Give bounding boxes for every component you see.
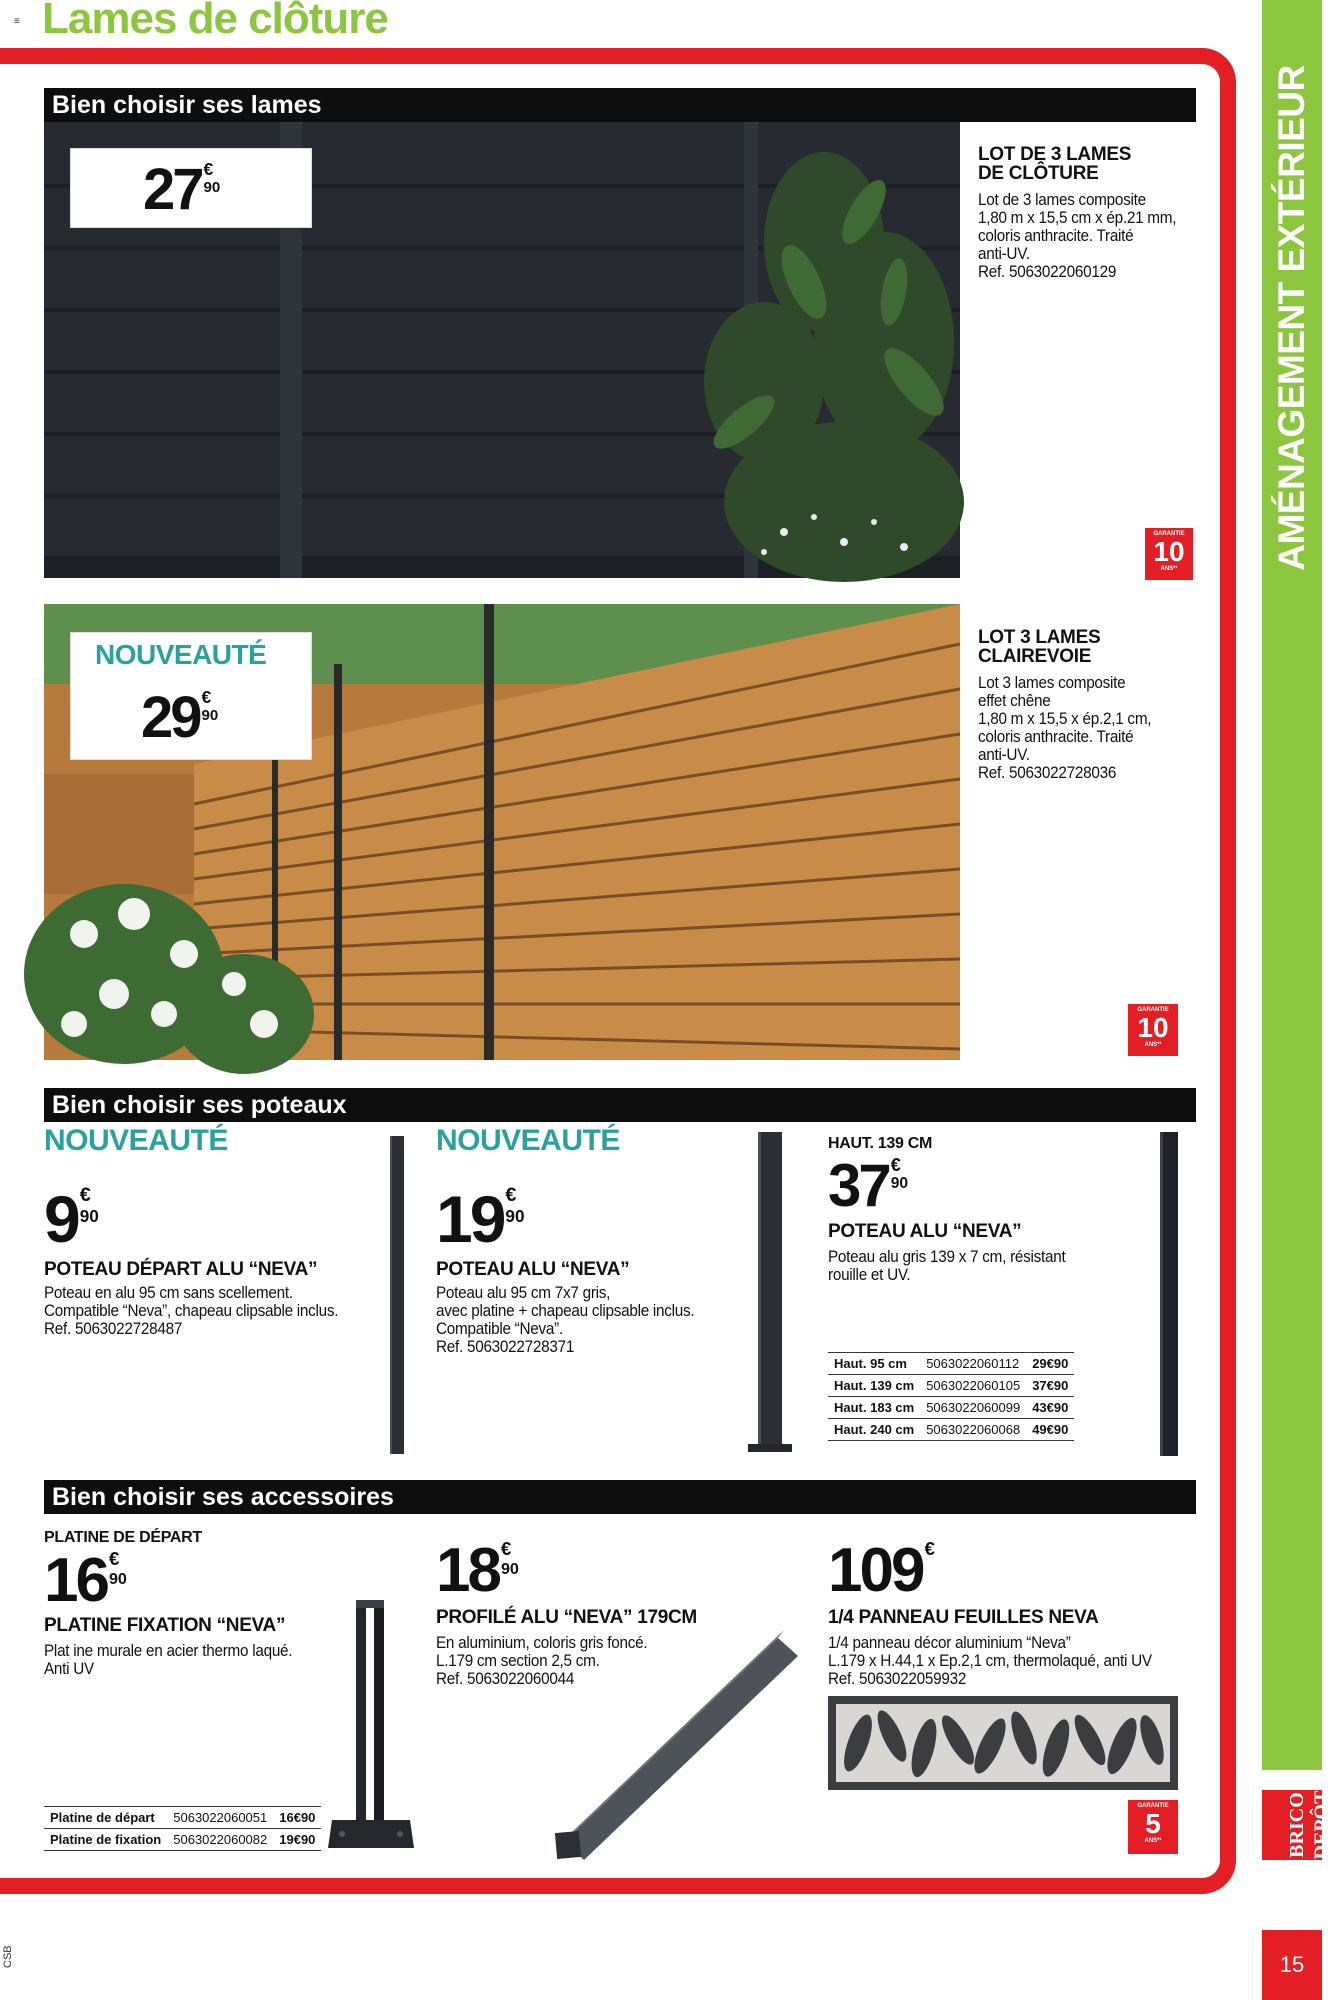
poteau3-title: POTEAU ALU “NEVA” <box>828 1221 1022 1242</box>
poteau1-image <box>390 1136 404 1454</box>
table-row: Haut. 183 cm 5063022060099 43€90 <box>828 1397 1074 1419</box>
table-row: Platine de fixation 5063022060082 19€90 <box>44 1829 321 1851</box>
brico-depot-logo <box>1262 1790 1332 1860</box>
acc1-variants-table <box>44 1806 321 1851</box>
section-header-accessoires: Bien choisir ses accessoires <box>44 1480 1196 1514</box>
price-p1: 9 € 90 <box>44 1182 99 1256</box>
table-row: Haut. 139 cm 5063022060105 37€90 <box>828 1375 1074 1397</box>
acc1-label: PLATINE DE DÉPART <box>44 1529 202 1546</box>
acc1-title: PLATINE FIXATION “NEVA” <box>44 1615 286 1636</box>
page-title: Lames de clôture <box>42 0 388 43</box>
acc2-desc: En aluminium, coloris gris foncé. L.179 cm section 2,5 cm. Ref. 5063022060044 <box>436 1633 648 1688</box>
product2-title-1: LOT 3 LAMES <box>978 627 1101 648</box>
poteau2-desc: Poteau alu 95 cm 7x7 gris, avec platine + chapeau clipsable inclus. Compatible “Neva”. Ref. 5063022728371 <box>436 1283 695 1356</box>
page-number: 15 <box>1262 1930 1322 2000</box>
logo-line2: DEPÔT <box>1310 1790 1332 1860</box>
guarantee-badge-1: GARANTIE 10 ANS*¹ <box>1145 528 1193 580</box>
acc1-desc: Plat ine murale en acier thermo laqué. Anti UV <box>44 1641 293 1678</box>
acc2-title: PROFILÉ ALU “NEVA” 179CM <box>436 1607 697 1628</box>
price-p3: 37 € 90 <box>828 1152 909 1219</box>
platine-image <box>326 1596 416 1858</box>
product1-title-2: DE CLÔTURE <box>978 163 1099 184</box>
price-acc3: 109 € <box>828 1536 935 1605</box>
poteau1-desc: Poteau en alu 95 cm sans scellement. Compatible “Neva”, chapeau clipsable inclus. Ref. 5063022728487 <box>44 1283 339 1338</box>
menu-mark: ≡ <box>14 16 20 27</box>
poteau3-height-label: HAUT. 139 CM <box>828 1135 932 1152</box>
leaf-panel-image <box>828 1696 1178 1790</box>
poteau3-desc: Poteau alu gris 139 x 7 cm, résistant rouille et UV. <box>828 1247 1066 1284</box>
profile-image <box>548 1610 810 1872</box>
product2-info <box>978 628 1218 782</box>
badge-nouveaute-2: NOUVEAUTÉ <box>95 639 267 670</box>
price-2: 29 € 90 <box>141 685 219 750</box>
table-row: Haut. 95 cm 5063022060112 29€90 <box>828 1353 1074 1375</box>
poteau3-image <box>1160 1132 1178 1456</box>
table-row: Haut. 240 cm 5063022060068 49€90 <box>828 1419 1074 1441</box>
product2-title-2: CLAIREVOIE <box>978 646 1092 667</box>
section-header-poteaux: Bien choisir ses poteaux <box>44 1088 1196 1122</box>
logo-line1: BRICO <box>1285 1792 1308 1858</box>
corner-code: CSB <box>2 1945 14 1968</box>
poteau2-image <box>758 1132 782 1450</box>
product1-desc: Lot de 3 lames composite 1,80 m x 15,5 cm x ép.21 mm, coloris anthracite. Traité anti-UV. Ref. 5063022060129 <box>978 190 1177 281</box>
acc3-title: 1/4 PANNEAU FEUILLES NEVA <box>828 1607 1099 1628</box>
acc3-desc: 1/4 panneau décor aluminium “Neva” L.179 x H.44,1 x Ep.2,1 cm, thermolaqué, anti UV Ref. 5063022059932 <box>828 1633 1152 1688</box>
category-label: AMÉNAGEMENT EXTÉRIEUR <box>1271 65 1312 571</box>
section-header-lames: Bien choisir ses lames <box>44 88 1196 122</box>
badge-nouveaute-p1: NOUVEAUTÉ <box>44 1124 228 1157</box>
badge-nouveaute-p2: NOUVEAUTÉ <box>436 1124 620 1157</box>
price-p2: 19 € 90 <box>436 1182 525 1256</box>
poteau2-title: POTEAU ALU “NEVA” <box>436 1259 630 1280</box>
price-1: 27 € 90 <box>143 157 221 222</box>
poteau1-title: POTEAU DÉPART ALU “NEVA” <box>44 1259 318 1280</box>
guarantee-badge-2: GARANTIE 10 ANS*¹ <box>1128 1004 1178 1056</box>
poteau2-base <box>748 1444 792 1452</box>
product2-desc: Lot 3 lames composite effet chêne 1,80 m x 15,5 x ép.2,1 cm, coloris anthracite. Traité anti-UV. Ref. 5063022728036 <box>978 673 1152 782</box>
guarantee-badge-3: GARANTIE 5 ANS*¹ <box>1128 1800 1178 1854</box>
price-acc1: 16 € 90 <box>44 1546 127 1615</box>
table-row: Platine de départ 5063022060051 16€90 <box>44 1807 321 1829</box>
price-tag-2 <box>70 632 312 760</box>
poteau3-variants-table <box>828 1352 1074 1441</box>
price-acc2: 18 € 90 <box>436 1536 519 1605</box>
price-tag-1 <box>70 148 312 228</box>
product1-info <box>978 145 1218 281</box>
product1-title-1: LOT DE 3 LAMES <box>978 144 1132 165</box>
